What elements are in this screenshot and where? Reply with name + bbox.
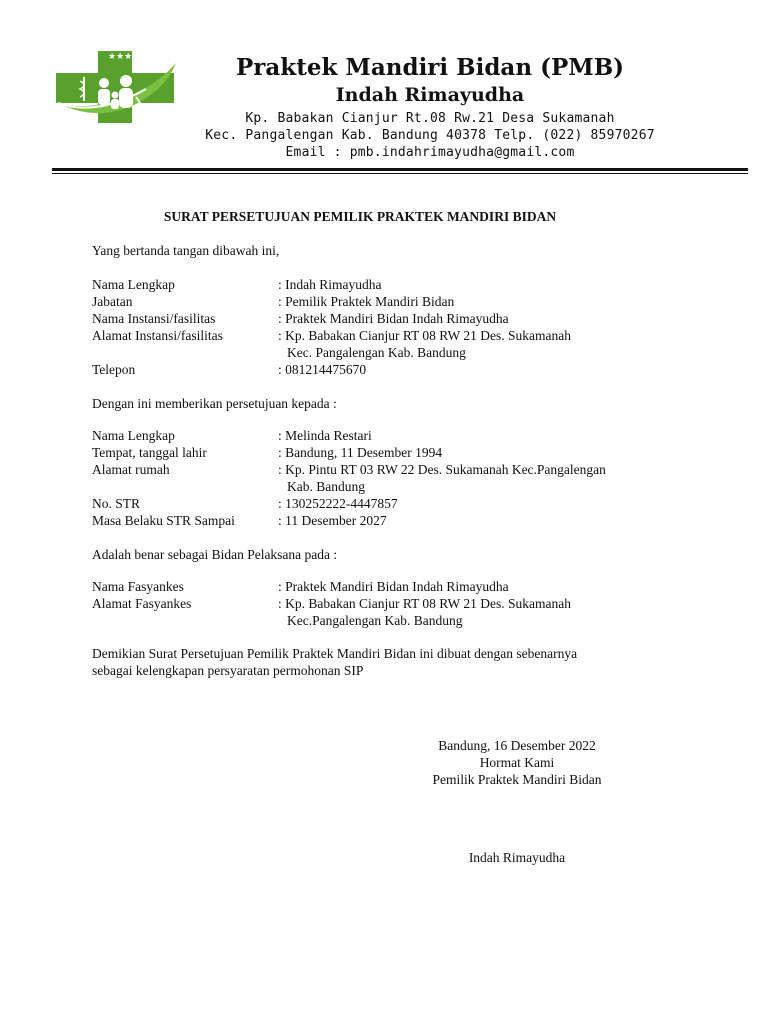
letterhead-address-2: Kec. Pangalengan Kab. Bandung 40378 Telp. (022) 85970267: [205, 128, 655, 143]
field-value: : Kp. Pintu RT 03 RW 22 Des. Sukamanah Kec.Pangalengan: [278, 462, 606, 477]
field-label: Nama Lengkap: [92, 428, 175, 443]
field-value: : 11 Desember 2027: [278, 513, 387, 528]
field-value: : Melinda Restari: [278, 428, 372, 443]
closing-line-2: sebagai kelengkapan persyaratan permohonan SIP: [92, 663, 364, 678]
signature-regards: Hormat Kami: [479, 755, 555, 770]
field-value: : Bandung, 11 Desember 1994: [278, 445, 443, 460]
field-value: : Kp. Babakan Cianjur RT 08 RW 21 Des. Sukamanah: [278, 328, 572, 343]
facility-address-row: [92, 595, 712, 612]
medical-cross-family-logo: [50, 45, 180, 129]
field-label: Alamat Fasyankes: [92, 596, 192, 611]
header-divider-thin: [52, 173, 748, 174]
intro-text: Yang bertanda tangan dibawah ini,: [92, 243, 280, 258]
statement-text: Adalah benar sebagai Bidan Pelaksana pada :: [92, 547, 338, 562]
signature-role: Pemilik Praktek Mandiri Bidan: [432, 772, 602, 787]
letterhead-subtitle: Indah Rimayudha: [335, 84, 525, 106]
field-label: Masa Belaku STR Sampai: [92, 513, 235, 528]
consent-text: Dengan ini memberikan persetujuan kepada :: [92, 396, 337, 411]
letterhead-title: Praktek Mandiri Bidan (PMB): [235, 54, 625, 81]
document-title: SURAT PERSETUJUAN PEMILIK PRAKTEK MANDIRI BIDAN: [163, 209, 557, 224]
signature-place-date: Bandung, 16 Desember 2022: [438, 738, 596, 753]
signer-address-continuation: Kec. Pangalengan Kab. Bandung: [287, 345, 466, 360]
field-label: Alamat Instansi/fasilitas: [92, 328, 223, 343]
field-label: Nama Fasyankes: [92, 579, 184, 594]
field-label: Nama Instansi/fasilitas: [92, 311, 216, 326]
midwife-address-continuation: Kab. Bandung: [287, 479, 365, 494]
closing-line-1: Demikian Surat Persetujuan Pemilik Praktek Mandiri Bidan ini dibuat dengan sebenarnya: [92, 646, 578, 661]
midwife-name-row: [92, 427, 712, 444]
field-value: : Kp. Babakan Cianjur RT 08 RW 21 Des. Sukamanah: [278, 596, 572, 611]
field-label: Jabatan: [92, 294, 133, 309]
field-value: : 081214475670: [278, 362, 367, 377]
field-label: Tempat, tanggal lahir: [92, 445, 207, 460]
field-value: : Pemilik Praktek Mandiri Bidan: [278, 294, 455, 309]
signature-name: Indah Rimayudha: [468, 850, 566, 865]
letterhead-address-1: Kp. Babakan Cianjur Rt.08 Rw.21 Desa Sukamanah: [245, 111, 615, 126]
midwife-str-valid-row: [92, 512, 712, 529]
signer-institution-row: [92, 310, 712, 327]
field-value: : Praktek Mandiri Bidan Indah Rimayudha: [278, 311, 509, 326]
facility-address-continuation: Kec.Pangalengan Kab. Bandung: [287, 613, 463, 628]
signer-phone-row: [92, 361, 712, 378]
field-label: Telepon: [92, 362, 136, 377]
field-value: : Indah Rimayudha: [278, 277, 382, 292]
midwife-address-row: [92, 461, 712, 478]
svg-text:★★★: ★★★: [108, 52, 133, 62]
field-label: Nama Lengkap: [92, 277, 175, 292]
midwife-birth-row: [92, 444, 712, 461]
midwife-str-row: [92, 495, 712, 512]
field-label: No. STR: [92, 496, 141, 511]
signer-name-row: [92, 276, 712, 293]
facility-name-row: [92, 578, 712, 595]
signer-address-row: [92, 327, 712, 344]
field-label: Alamat rumah: [92, 462, 170, 477]
field-value: : Praktek Mandiri Bidan Indah Rimayudha: [278, 579, 509, 594]
letterhead-email: Email : pmb.indahrimayudha@gmail.com: [285, 145, 575, 160]
field-value: : 130252222-4447857: [278, 496, 398, 511]
signer-position-row: [92, 293, 712, 310]
header-divider-thick: [52, 168, 748, 171]
